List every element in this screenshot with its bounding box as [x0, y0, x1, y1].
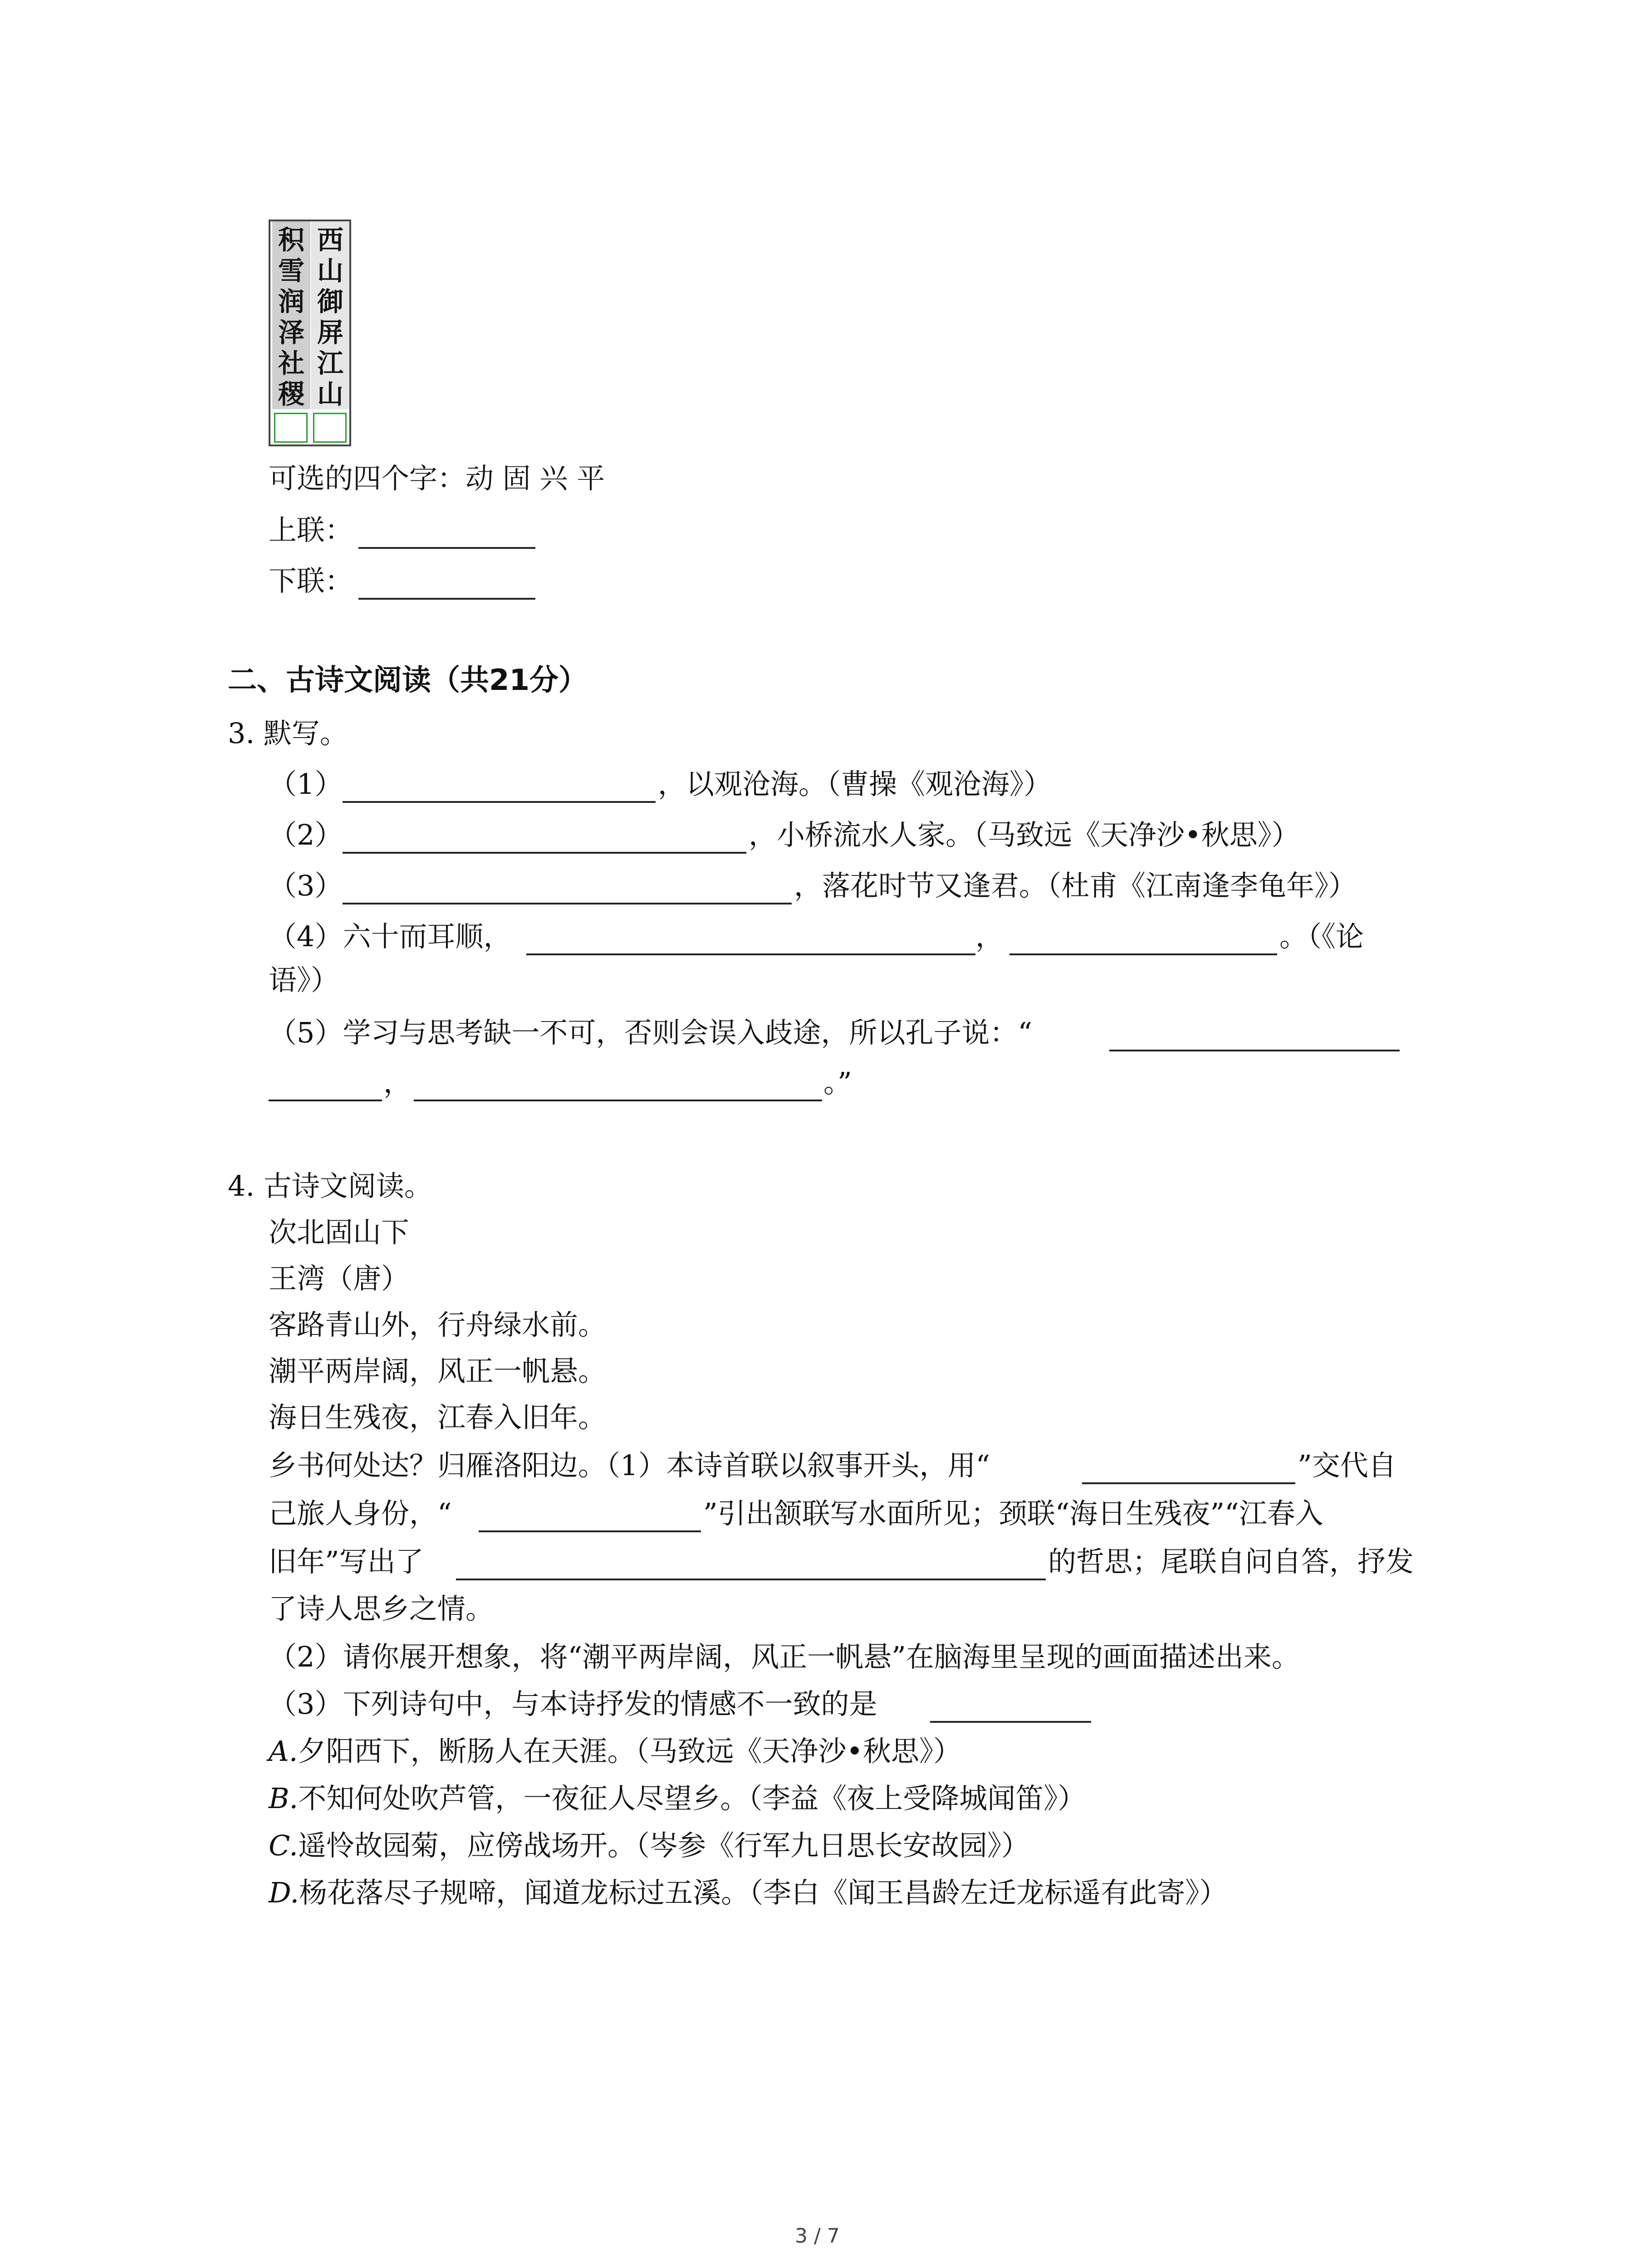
question-3-title: 3. 默写。	[228, 717, 348, 750]
couplet-char: 御	[317, 286, 343, 317]
poem-line: 客路青山外，行舟绿水前。	[269, 1308, 607, 1341]
poem-line: 潮平两岸阔，风正一帆悬。	[269, 1354, 607, 1388]
couplet-empty-box-right	[313, 413, 347, 443]
q3-item-4-blank-b[interactable]	[1009, 953, 1277, 955]
option-letter: B.	[269, 1782, 299, 1815]
couplet-empty-box-left	[274, 413, 308, 443]
couplet-char: 积	[278, 225, 304, 255]
q3-item-5-comma: ，	[383, 1066, 412, 1099]
q3-item-1-blank[interactable]	[343, 801, 656, 803]
upper-couplet-blank[interactable]	[358, 547, 535, 549]
couplet-char: 稷	[278, 379, 304, 410]
option-d	[269, 1876, 1228, 1909]
lower-couplet-label: 下联：	[269, 564, 353, 597]
options-line: 可选的四个字：动 固 兴 平	[269, 462, 605, 495]
q3-item-5-text: （5）学习与思考缺一不可，否则会误入歧途，所以孔子说：“	[269, 1016, 1033, 1049]
q3-item-5-blank-a[interactable]	[1109, 1050, 1400, 1051]
q3-item-4-text: （4）六十而耳顺，	[269, 920, 512, 953]
option-b	[269, 1784, 1086, 1813]
option-letter: D.	[269, 1876, 299, 1909]
option-text: 不知何处吹芦管，一夜征人尽望乡。（李益《夜上受降城闻笛》）	[298, 1782, 1086, 1815]
q4-3-answer-blank[interactable]	[930, 1721, 1091, 1723]
q3-item-2-number: （2）	[269, 818, 343, 851]
couplet-frame	[269, 220, 351, 446]
couplet-char: 山	[317, 255, 343, 286]
q4-1-blank-a[interactable]	[1082, 1482, 1295, 1484]
option-c	[269, 1829, 1029, 1862]
q3-item-3-number: （3）	[269, 869, 343, 902]
option-text: 杨花落尽子规啼，闻道龙标过五溪。（李白《闻王昌龄左迁龙标遥有此寄》）	[299, 1876, 1228, 1909]
q4-1-text-d: 旧年”写出了	[269, 1545, 424, 1578]
option-letter: C.	[269, 1829, 298, 1862]
option-a	[269, 1735, 962, 1768]
q3-item-2-blank[interactable]	[343, 852, 746, 854]
upper-couplet-label: 上联：	[269, 513, 353, 547]
couplet-char: 雪	[278, 255, 304, 286]
poem-last-line-and-q1: 乡书何处达？归雁洛阳边。（1）本诗首联以叙事开头，用“	[269, 1449, 990, 1482]
couplet-left-column	[272, 221, 310, 409]
q4-1-text-b: 己旅人身份，“	[269, 1497, 452, 1530]
q3-item-4-source: 。（《论	[1279, 920, 1364, 953]
lower-couplet-blank[interactable]	[358, 598, 535, 600]
q3-item-5-end: 。”	[823, 1066, 852, 1099]
q4-3-prompt: （3）下列诗句中，与本诗抒发的情感不一致的是	[269, 1687, 877, 1721]
q3-item-5-blank-b[interactable]	[269, 1100, 382, 1101]
q4-1-text-f: 了诗人思乡之情。	[269, 1592, 494, 1625]
question-4-title: 4. 古诗文阅读。	[228, 1169, 432, 1202]
q4-2-prompt: （2）请你展开想象，将“潮平两岸阔，风正一帆悬”在脑海里呈现的画面描述出来。	[269, 1640, 1300, 1673]
couplet-char: 山	[317, 379, 343, 410]
couplet-char: 润	[278, 286, 304, 317]
couplet-char: 泽	[278, 317, 304, 348]
q3-item-2-text: ，小桥流水人家。（马致远《天净沙•秋思》）	[749, 818, 1300, 851]
option-text: 遥怜故园菊，应傍战场开。（岑参《行军九日思长安故园》）	[298, 1829, 1029, 1862]
q4-1-text-e: 的哲思；尾联自问自答，抒发	[1048, 1545, 1414, 1578]
q4-1-blank-c[interactable]	[456, 1579, 1046, 1580]
couplet-char: 屏	[317, 317, 343, 348]
q3-item-5-blank-c[interactable]	[414, 1100, 822, 1101]
couplet-char: 西	[317, 225, 343, 255]
q4-1-blank-b[interactable]	[479, 1530, 701, 1532]
poem-line: 海日生残夜，江春入旧年。	[269, 1401, 607, 1434]
q3-item-1-number: （1）	[269, 767, 343, 801]
poem-author: 王湾（唐）	[269, 1262, 410, 1295]
q4-1-text-c: ”引出颔联写水面所见；颈联“海日生残夜”“江春入	[703, 1497, 1323, 1530]
option-letter: A.	[269, 1735, 298, 1768]
q3-item-1-text: ，以观沧海。（曹操《观沧海》）	[658, 767, 1052, 801]
page-number: 3 / 7	[795, 2224, 840, 2248]
couplet-char: 江	[317, 348, 343, 379]
q3-item-4-blank-a[interactable]	[526, 953, 975, 955]
q3-item-3-blank[interactable]	[343, 903, 792, 904]
q3-item-4-source-cont: 语》）	[269, 963, 339, 997]
couplet-right-column	[311, 221, 349, 409]
poem-title: 次北固山下	[269, 1216, 410, 1249]
option-text: 夕阳西下，断肠人在天涯。（马致远《天净沙•秋思》）	[298, 1735, 962, 1768]
q4-1-text-a: ”交代自	[1298, 1449, 1396, 1482]
q3-item-3-text: ，落花时节又逢君。（杜甫《江南逢李龟年》）	[794, 869, 1357, 902]
section-title: 二、古诗文阅读（共21分）	[228, 664, 588, 697]
couplet-image	[269, 220, 351, 446]
couplet-char: 社	[278, 348, 304, 379]
q3-item-4-comma: ，	[975, 920, 1004, 953]
